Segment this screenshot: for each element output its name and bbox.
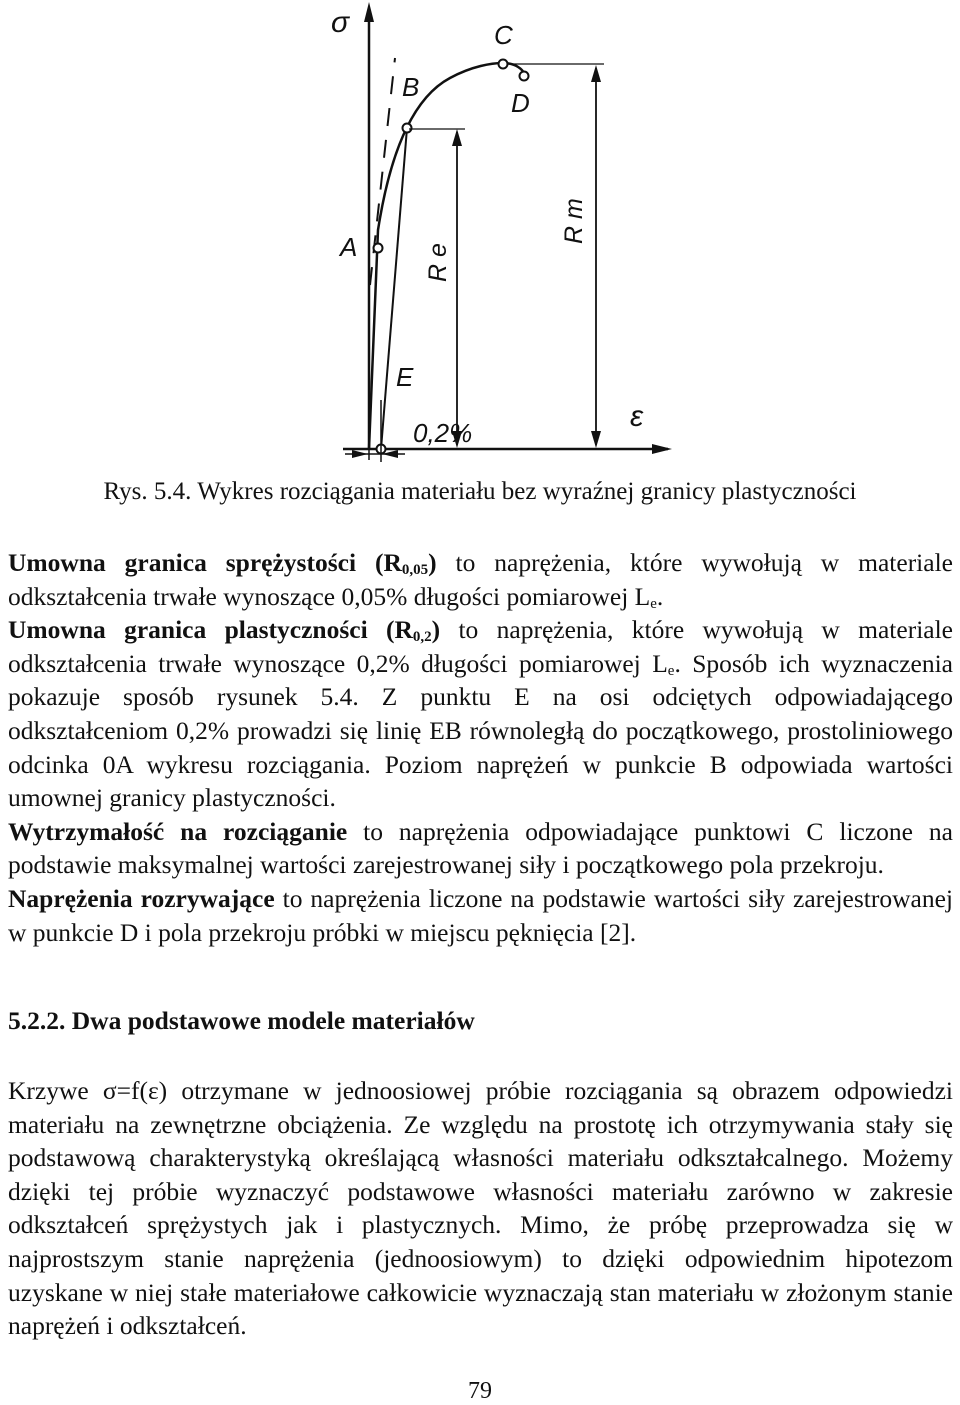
rm-label: R m (560, 198, 588, 244)
offset-label: 0,2% (413, 418, 473, 448)
offset-arrow-left (352, 450, 368, 458)
paragraph-yield-strength: Umowna granica plastyczności $(R_{0,2})$ to naprężenia, które wywołują w materiale odkształcenia trwałe wynoszące 0,2% długości pomiarowej $L_e$. Sposób ich wyznaczenia pokazuje sposób rysunek 5.4. Z punktu E na osi odciętych odpowiadającego odkształceniom 0,2% prowadzi się linię EB równoległą do początkowego, prostoliniowego odcinka 0A wykresu rozciągania. Poziom naprężeń w punkcie B odpowiada wartości umownej granicy plastyczności. (8, 615, 953, 813)
point-c-label: C (494, 20, 513, 50)
figure-caption (0, 478, 960, 506)
point-a-marker (374, 244, 383, 253)
sigma-label: σ (331, 6, 350, 39)
paragraph-material-models: Krzywe σ=f(ε) otrzymane w jednoosiowej próbie rozciągania są obrazem odpowiedzi materiału na zewnętrzne obciążenia. Ze względu na prostotę ich otrzymywania stały się podstawową charakterystyką określającą własności materiału odkształcalnego. Możemy dzięki tej próbie wyznaczyć podstawowe własności materiału zarówno w zakresie odkształceń sprężystych jak i plastycznych. Mimo, że próbę przeprowadza się w najprostszym stanie naprężenia (jednoosiowym) to dzięki odpowiednim hipotezom uzyskane w niej stałe materiałowe całkowicie wyznaczają stan materiału w złożonym stanie naprężeń i odkształceń. (8, 1076, 953, 1341)
re-arrow-top (452, 129, 462, 146)
point-c-marker (499, 60, 508, 69)
paragraph-breaking-stress: Naprężenia rozrywające to naprężenia liczone na podstawie wartości siły zarejestrowanej w punkcie D i pola przekroju próbki w miejscu pęknięcia [2]. (8, 883, 953, 947)
sigma-axis-arrow (364, 2, 374, 22)
epsilon-axis-arrow (652, 444, 672, 454)
point-b-marker (403, 124, 412, 133)
term-tensile-strength: Wytrzymałość na rozciąganie (8, 816, 348, 846)
point-d-label: D (511, 88, 530, 118)
re-label: R e (424, 243, 452, 282)
caption-number: Rys. 5.4. (103, 478, 192, 505)
term-elastic-limit: Umowna granica sprężystości $(R_{0,05})$ (8, 548, 437, 578)
page-number: 79 (468, 1378, 492, 1404)
paragraph-elastic-limit: Umowna granica sprężystości $(R_{0,05})$ to naprężenia, które wywołują w materiale odkształcenia trwałe wynoszące 0,05% długości pomiarowej $L_e$. (8, 548, 953, 612)
offset-line-eb (381, 128, 407, 449)
body-block (8, 1074, 953, 1343)
point-d-marker (520, 72, 529, 81)
stress-strain-diagram (0, 0, 960, 470)
epsilon-label: ε (630, 400, 644, 433)
point-e-label: E (396, 362, 414, 392)
rm-arrow-top (591, 65, 601, 82)
rm-arrow-bottom (591, 431, 601, 448)
caption-text: Wykres rozciągania materiału bez wyraźnej granicy plastyczności (197, 478, 857, 505)
section-heading: 5.2.2. Dwa podstawowe modele materiałów (8, 1006, 475, 1035)
definitions-block (8, 546, 953, 949)
point-b-label: B (402, 72, 420, 102)
point-a-label: A (340, 232, 358, 262)
paragraph-tensile-strength: Wytrzymałość na rozciąganie to naprężenia odpowiadające punktowi C liczone na podstawie maksymalnej wartości zarejestrowanej siły i początkowego pola przekroju. (8, 816, 953, 880)
term-breaking-stress: Naprężenia rozrywające (8, 883, 275, 913)
term-yield-strength: Umowna granica plastyczności $(R_{0,2})$ (8, 615, 441, 646)
